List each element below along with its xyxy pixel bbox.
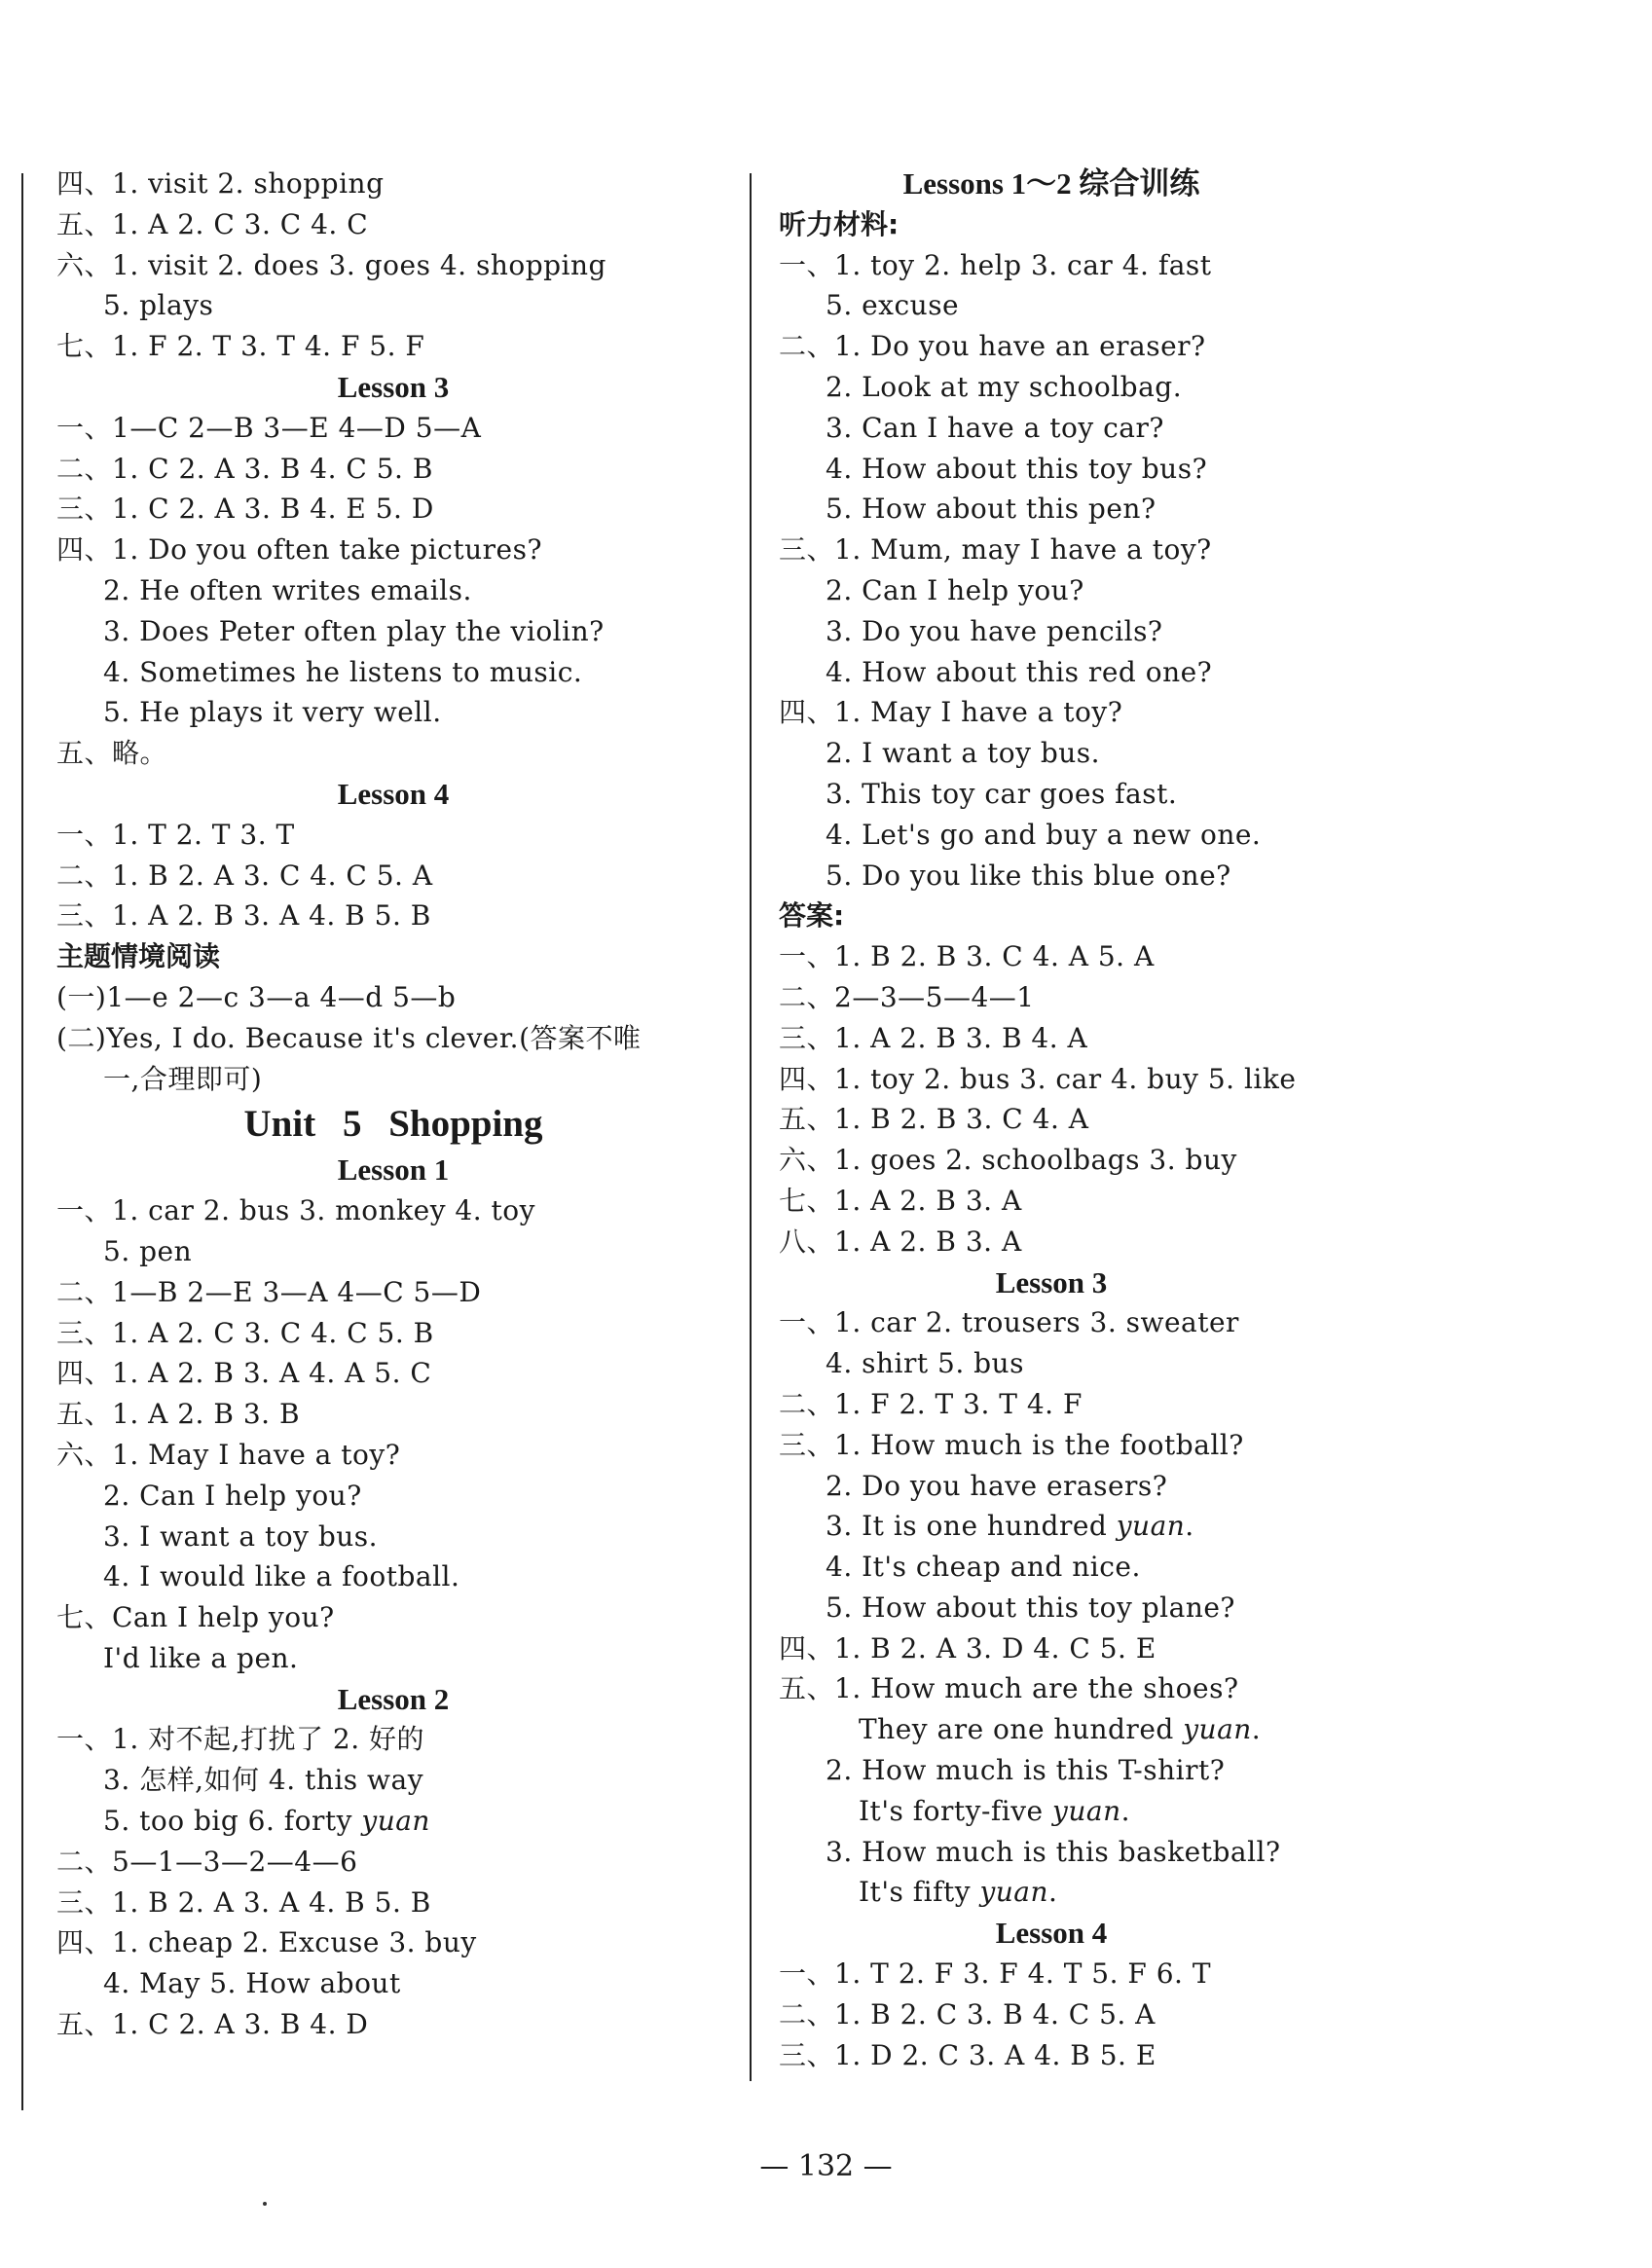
answer-line: It's forty-five yuan. (859, 1794, 1131, 1827)
section-heading: Lesson 2 (337, 1681, 450, 1716)
answer-line: 2. Look at my schoolbag. (826, 370, 1183, 403)
answer-line: 一、1—C 2—B 3—E 4—D 5—A (56, 411, 482, 444)
answer-line: 2. I want a toy bus. (826, 737, 1101, 770)
answer-line: 二、1. B 2. C 3. B 4. C 5. A (779, 1997, 1156, 2030)
right-column (779, 164, 1324, 2075)
answer-line: 4. I would like a football. (103, 1560, 460, 1593)
section-heading: Lesson 4 (995, 1916, 1108, 1951)
answer-line: 二、5—1—3—2—4—6 (56, 1845, 358, 1878)
column-divider (750, 173, 752, 2081)
answer-line: 一、1. 对不起,打扰了 2. 好的 (56, 1723, 425, 1756)
page-number: — 132 — (759, 2149, 893, 2183)
answer-line: (二)Yes, I do. Because it's clever.(答案不唯 (56, 1021, 642, 1054)
answer-line: 二、2—3—5—4—1 (779, 980, 1035, 1013)
answer-line: 七、1. F 2. T 3. T 4. F 5. F (56, 330, 425, 363)
answer-line: It's fifty yuan. (859, 1876, 1058, 1909)
section-heading: Lesson 3 (337, 369, 450, 404)
answer-line: 2. Do you have erasers? (826, 1469, 1168, 1502)
answer-line: 2. Can I help you? (826, 573, 1084, 606)
section-label: 主题情境阅读 (56, 940, 221, 973)
answer-line: 一,合理即可) (103, 1062, 263, 1095)
section-heading: Lesson 4 (337, 776, 450, 811)
answer-line: 一、1. toy 2. help 3. car 4. fast (779, 248, 1212, 281)
answer-line: 4. Let's go and buy a new one. (826, 818, 1262, 851)
section-heading: Lesson 3 (995, 1264, 1108, 1299)
answer-line: 一、1. T 2. F 3. F 4. T 5. F 6. T (779, 1957, 1212, 1991)
answer-line: 二、1. Do you have an eraser? (779, 330, 1206, 363)
answer-line: 5. too big 6. forty yuan (103, 1805, 430, 1838)
answer-line: 四、1. Do you often take pictures? (56, 533, 542, 567)
answer-line: 三、1. How much is the football? (779, 1428, 1244, 1461)
answer-line: 3. I want a toy bus. (103, 1519, 379, 1553)
answer-line: 二、1—B 2—E 3—A 4—C 5—D (56, 1275, 482, 1308)
answer-line: 3. Can I have a toy car? (826, 411, 1164, 444)
answer-line: 二、1. C 2. A 3. B 4. C 5. B (56, 452, 433, 485)
left-margin-rule (21, 173, 23, 2110)
answer-line: 五、1. A 2. B 3. B (56, 1398, 301, 1431)
answer-line: 5. Do you like this blue one? (826, 859, 1231, 892)
section-label: 听力材料: (779, 207, 899, 240)
answer-line: 三、1. A 2. B 3. A 4. B 5. B (56, 899, 431, 933)
section-label: 答案: (779, 899, 845, 933)
answer-line: 3. How much is this basketball? (826, 1835, 1281, 1868)
answer-line: 三、1. A 2. C 3. C 4. C 5. B (56, 1316, 434, 1349)
answer-line: 2. Can I help you? (103, 1479, 362, 1512)
answer-line: 三、1. C 2. A 3. B 4. E 5. D (56, 493, 434, 526)
answer-line: 七、1. A 2. B 3. A (779, 1184, 1022, 1217)
answer-line: 5. He plays it very well. (103, 696, 442, 729)
answer-line: 一、1. B 2. B 3. C 4. A 5. A (779, 940, 1155, 973)
answer-line: 2. He often writes emails. (103, 573, 472, 606)
answer-line: 3. Does Peter often play the violin? (103, 614, 605, 647)
answer-line: 四、1. B 2. A 3. D 4. C 5. E (779, 1631, 1156, 1664)
print-speck (263, 2202, 267, 2206)
answer-line: 5. How about this pen? (826, 493, 1156, 526)
answer-line: 七、Can I help you? (56, 1601, 335, 1634)
answer-line: 五、略。 (56, 737, 168, 770)
answer-line: 三、1. A 2. B 3. B 4. A (779, 1021, 1088, 1054)
answer-line: 3. This toy car goes fast. (826, 777, 1178, 810)
answer-line: 4. shirt 5. bus (826, 1347, 1024, 1380)
answer-line: 4. How about this red one? (826, 655, 1213, 688)
answer-line: 三、1. B 2. A 3. A 4. B 5. B (56, 1885, 431, 1919)
answer-line: 一、1. car 2. bus 3. monkey 4. toy (56, 1194, 535, 1227)
answer-line: 2. How much is this T-shirt? (826, 1754, 1226, 1787)
answer-line: 二、1. F 2. T 3. T 4. F (779, 1387, 1083, 1420)
answer-line: 3. 怎样,如何 4. this way (103, 1764, 424, 1797)
answer-line: 五、1. B 2. B 3. C 4. A (779, 1103, 1089, 1136)
answer-line: 4. It's cheap and nice. (826, 1551, 1141, 1584)
answer-line: 五、1. A 2. C 3. C 4. C (56, 207, 369, 240)
answer-line: 3. It is one hundred yuan. (826, 1510, 1194, 1543)
unit-title: Unit 5 Shopping (243, 1103, 543, 1146)
answer-line: 五、1. C 2. A 3. B 4. D (56, 2008, 369, 2041)
answer-line: 5. plays (103, 289, 214, 322)
answer-line: 一、1. car 2. trousers 3. sweater (779, 1306, 1239, 1339)
answer-line: 三、1. D 2. C 3. A 4. B 5. E (779, 2038, 1156, 2071)
answer-line: (一)1—e 2—c 3—a 4—d 5—b (56, 980, 457, 1013)
answer-line: 六、1. visit 2. does 3. goes 4. shopping (56, 248, 606, 281)
section-heading: Lessons 1～2 综合训练 (902, 166, 1200, 201)
answer-line: 5. excuse (826, 289, 960, 322)
answer-line: 4. May 5. How about (103, 1967, 401, 2000)
answer-line: 3. Do you have pencils? (826, 614, 1163, 647)
answer-line: 5. pen (103, 1234, 193, 1267)
answer-line: 四、1. May I have a toy? (779, 696, 1123, 729)
answer-line: They are one hundred yuan. (859, 1713, 1262, 1746)
answer-line: 二、1. B 2. A 3. C 4. C 5. A (56, 859, 433, 892)
answer-line: 五、1. How much are the shoes? (779, 1672, 1239, 1705)
answer-line: 六、1. goes 2. schoolbags 3. buy (779, 1144, 1237, 1177)
answer-line: 一、1. T 2. T 3. T (56, 818, 295, 851)
answer-line: 八、1. A 2. B 3. A (779, 1225, 1022, 1258)
answer-line: 四、1. cheap 2. Excuse 3. buy (56, 1926, 477, 1959)
answer-line: 四、1. visit 2. shopping (56, 167, 385, 200)
answer-line: 三、1. Mum, may I have a toy? (779, 533, 1212, 567)
answer-line: I'd like a pen. (103, 1641, 299, 1674)
answer-line: 六、1. May I have a toy? (56, 1438, 401, 1471)
answer-line: 5. How about this toy plane? (826, 1591, 1235, 1624)
answer-line: 4. How about this toy bus? (826, 452, 1208, 485)
section-heading: Lesson 1 (337, 1152, 450, 1188)
answer-line: 4. Sometimes he listens to music. (103, 655, 583, 688)
answer-line: 四、1. toy 2. bus 3. car 4. buy 5. like (779, 1062, 1297, 1095)
answer-line: 四、1. A 2. B 3. A 4. A 5. C (56, 1357, 432, 1390)
left-column (56, 164, 730, 2045)
